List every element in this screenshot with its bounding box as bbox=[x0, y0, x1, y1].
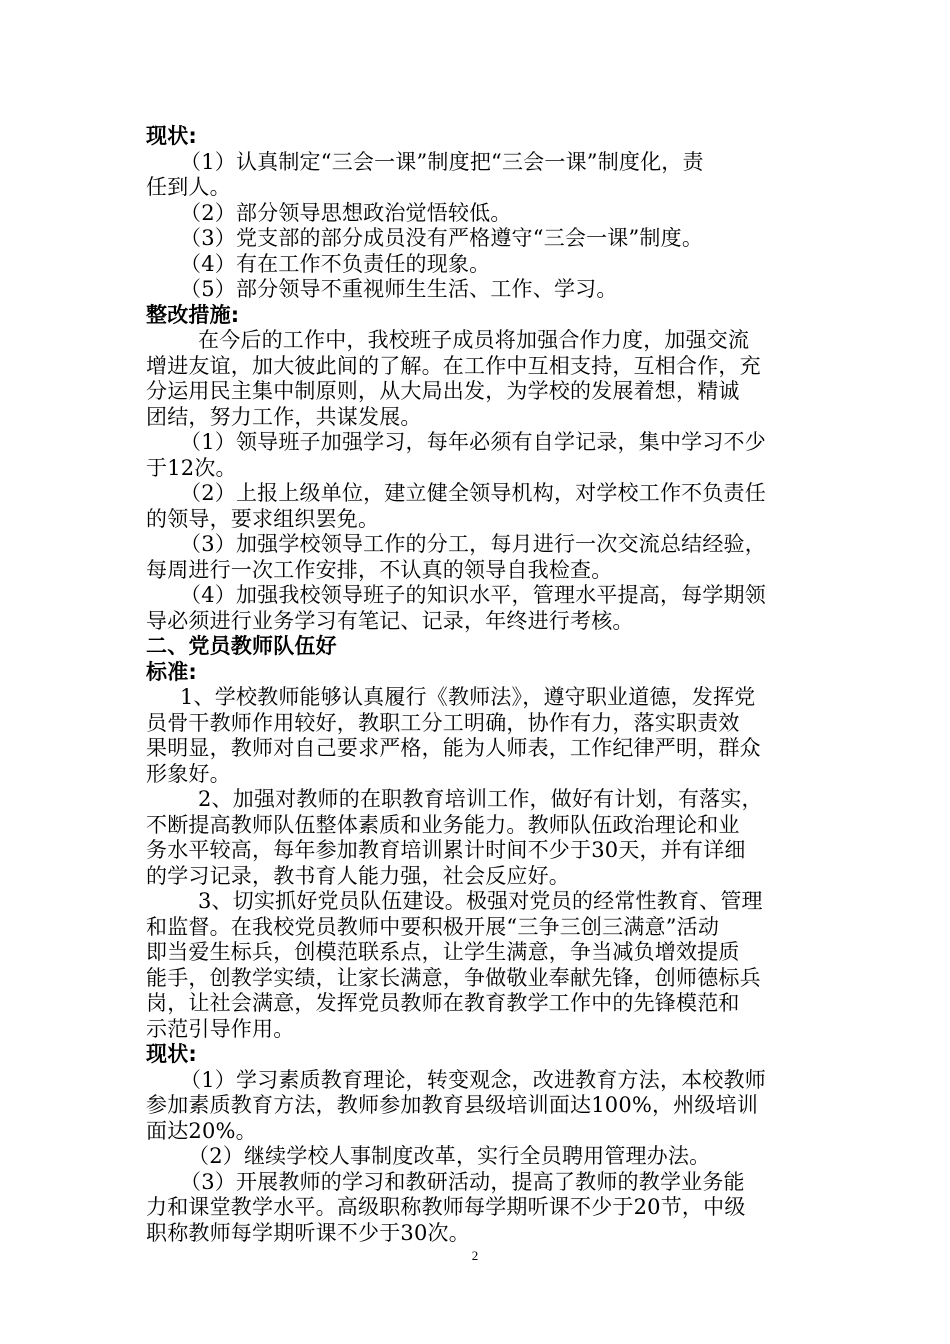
text-line: （1）认真制定“三会一课”制度把“三会一课”制度化，责 bbox=[180, 149, 704, 174]
text-line: 团结，努力工作，共谋发展。 bbox=[146, 404, 422, 429]
text-line: 和监督。在我校党员教师中要积极开展“三争三创三满意”活动 bbox=[146, 914, 720, 939]
text-line: 形象好。 bbox=[146, 761, 231, 786]
text-line: 不断提高教师队伍整体素质和业务能力。教师队伍政治理论和业 bbox=[146, 812, 740, 837]
text-line: 3、切实抓好党员队伍建设。极强对党员的经常性教育、管理 bbox=[198, 889, 763, 913]
text-line: 能手，创教学实绩，让家长满意，争做敬业奉献先锋，创师德标兵 bbox=[146, 965, 761, 990]
text-line: 任到人。 bbox=[146, 175, 231, 199]
text-line: （2）继续学校人事制度改革，实行全员聘用管理办法。 bbox=[188, 1144, 711, 1168]
text-line: 力和课堂教学水平。高级职称教师每学期听课不少于20节，中级 bbox=[146, 1195, 746, 1219]
text-line: 果明显，教师对自己要求严格，能为人师表，工作纪律严明，群众 bbox=[146, 736, 761, 760]
text-line: （4）有在工作不负责任的现象。 bbox=[180, 251, 491, 276]
text-line: 务水平较高，每年参加教育培训累计时间不少于30天，并有详细 bbox=[146, 838, 746, 862]
page-number: 2 bbox=[471, 1248, 479, 1263]
text-line: （4）加强我校领导班子的知识水平，管理水平提高，每学期领 bbox=[180, 583, 766, 607]
text-line: （3）加强学校领导工作的分工，每月进行一次交流总结经验， bbox=[180, 532, 766, 556]
document-body bbox=[146, 124, 810, 1246]
text-line: （5）部分领导不重视师生生活、工作、学习。 bbox=[180, 277, 618, 301]
text-line: （3）党支部的部分成员没有严格遵守“三会一课”制度。 bbox=[180, 226, 704, 250]
document-page bbox=[146, 124, 810, 1246]
text-line: 参加素质教育方法，教师参加教育县级培训面达100%，州级培训 bbox=[146, 1093, 759, 1117]
text-line: 每周进行一次工作安排，不认真的领导自我检查。 bbox=[146, 557, 613, 582]
text-line: 岗，让社会满意，发挥党员教师在教育教学工作中的先锋模范和 bbox=[146, 991, 740, 1015]
text-line: （2）部分领导思想政治觉悟较低。 bbox=[180, 200, 512, 225]
section-heading: 现状: bbox=[146, 124, 197, 148]
text-line: 即当爱生标兵，创模范联系点，让学生满意，争当减负增效提质 bbox=[146, 940, 740, 964]
text-line: （1）学习素质教育理论，转变观念，改进教育方法，本校教师 bbox=[180, 1067, 766, 1092]
text-line: 1、学校教师能够认真履行《教师法》，遵守职业道德，发挥党 bbox=[180, 685, 756, 709]
section-heading: 标准: bbox=[146, 659, 197, 684]
text-line: 面达20%。 bbox=[146, 1118, 257, 1143]
text-line: （3）开展教师的学习和教研活动，提高了教师的教学业务能 bbox=[180, 1169, 745, 1194]
text-line: 2、加强对教师的在职教育培训工作，做好有计划，有落实， bbox=[198, 787, 763, 811]
text-line: 增进友谊，加大彼此间的了解。在工作中互相支持，互相合作，充 bbox=[146, 353, 761, 378]
section-heading: 二、党员教师队伍好 bbox=[146, 634, 337, 658]
text-line: 示范引导作用。 bbox=[146, 1016, 295, 1041]
text-line: （1）领导班子加强学习，每年必须有自学记录，集中学习不少 bbox=[180, 430, 766, 454]
text-line: 于12次。 bbox=[146, 455, 237, 480]
text-line: 的领导，要求组织罢免。 bbox=[146, 506, 380, 531]
section-heading: 现状: bbox=[146, 1042, 197, 1066]
section-heading: 整改措施: bbox=[146, 302, 240, 327]
text-line: 分运用民主集中制原则，从大局出发，为学校的发展着想，精诚 bbox=[146, 379, 740, 403]
text-line: 职称教师每学期听课不少于30次。 bbox=[146, 1220, 470, 1245]
text-line: 导必须进行业务学习有笔记、记录，年终进行考核。 bbox=[146, 608, 634, 633]
text-line: （2）上报上级单位，建立健全领导机构，对学校工作不负责任 bbox=[180, 481, 766, 505]
text-line: 在今后的工作中，我校班子成员将加强合作力度，加强交流 bbox=[198, 328, 750, 352]
text-line: 的学习记录，教书育人能力强，社会反应好。 bbox=[146, 863, 570, 888]
text-line: 员骨干教师作用较好，教职工分工明确，协作有力，落实职责效 bbox=[146, 710, 740, 735]
